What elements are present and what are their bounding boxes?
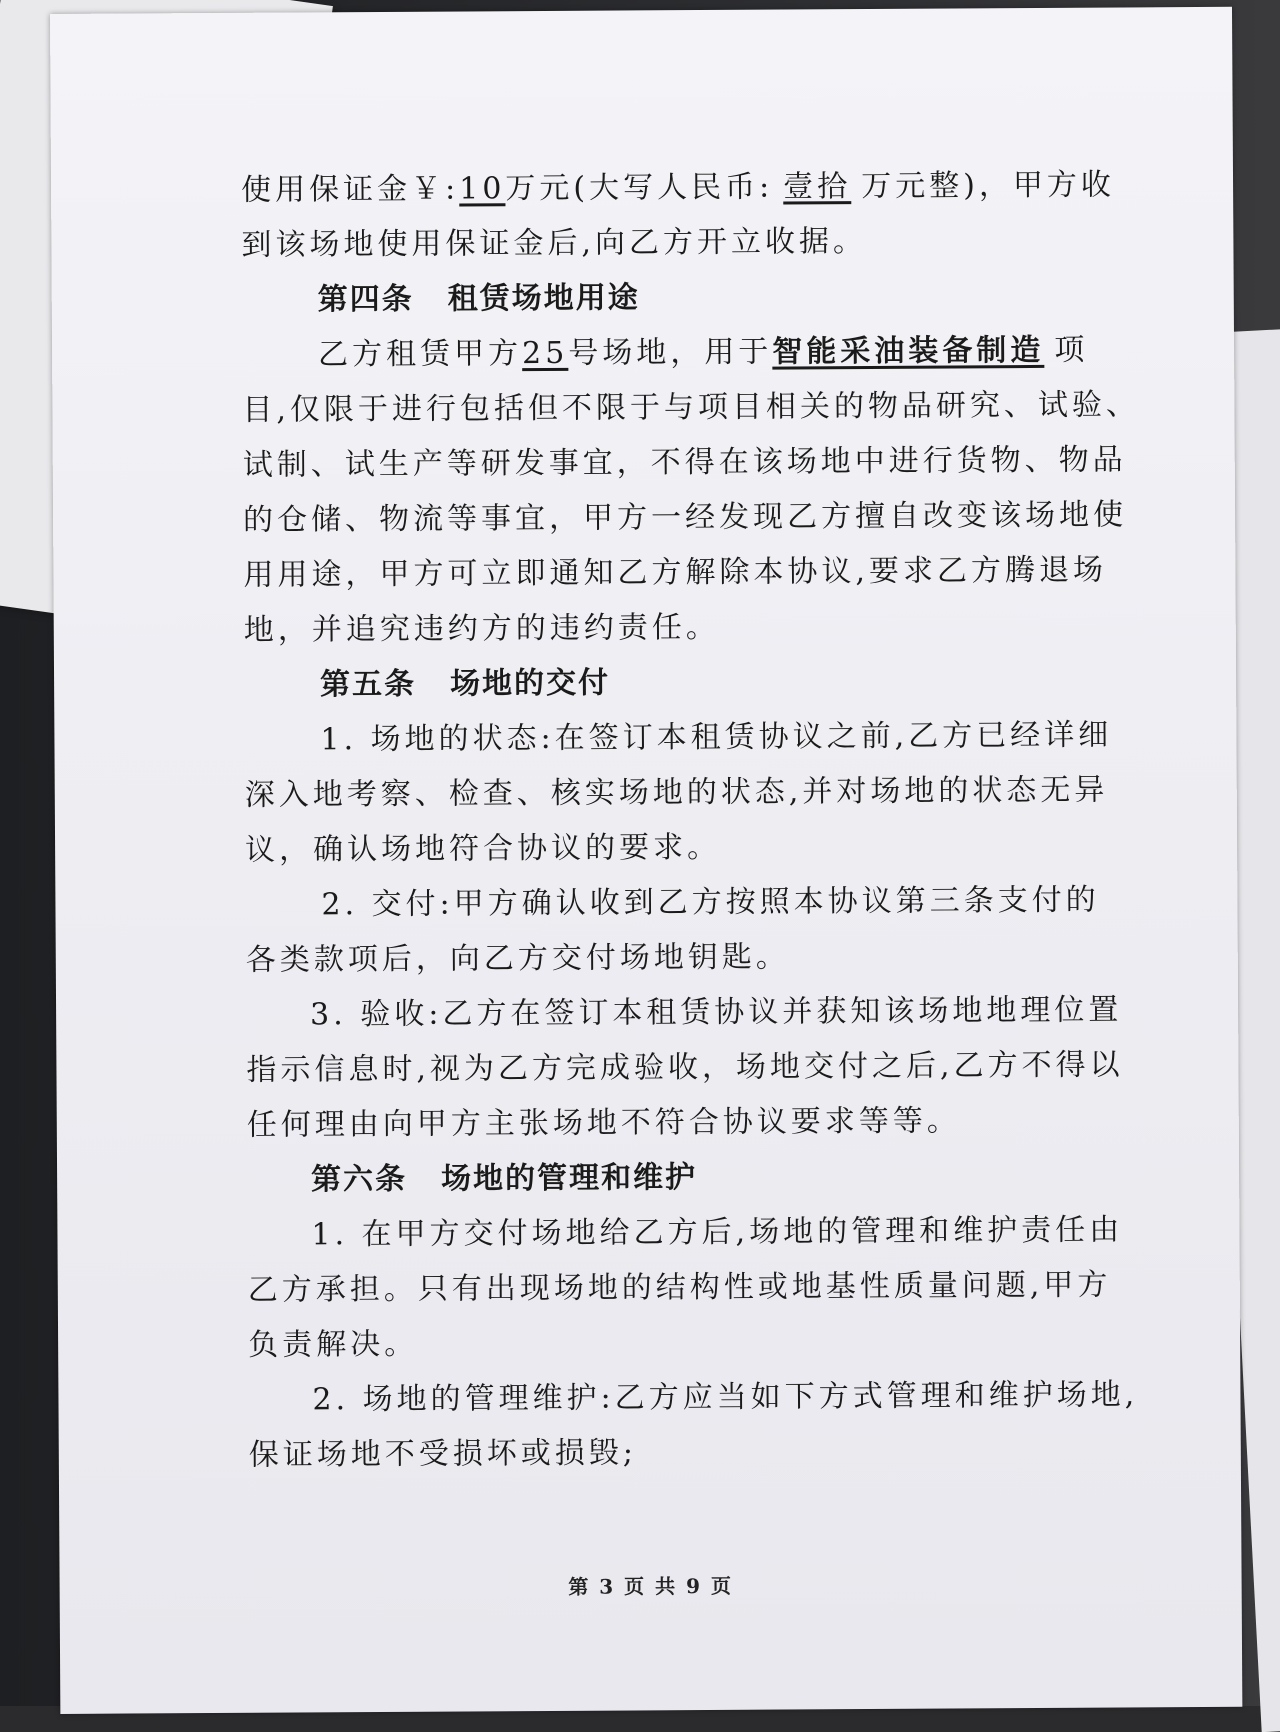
article-5-item-1-line-1: 1. 场地的状态:在签订本租赁协议之前,乙方已经详细 xyxy=(320,717,1113,758)
article-4-line-1 xyxy=(242,322,1122,382)
page-number-footer: 第 3 页 共 9 页 xyxy=(568,1573,734,1599)
deposit-text: 使用保证金￥: xyxy=(240,171,460,208)
paragraph-text: 项 xyxy=(1054,332,1089,368)
deposit-line-1 xyxy=(241,157,1121,217)
article-5-heading xyxy=(244,652,1124,712)
deposit-text: 万元整)，甲方收 xyxy=(861,167,1115,205)
deposit-text: 万元(大写人民币: xyxy=(505,169,774,207)
article-4-line-5: 用用途，甲方可立即通知乙方解除本协议,要求乙方腾退场 xyxy=(243,552,1108,593)
article-6-item-1-line-1: 1. 在甲方交付场地给乙方后,场地的管理和维护责任由 xyxy=(311,1212,1124,1253)
deposit-line-2: 到该场地使用保证金后,向乙方开立收据。 xyxy=(241,224,868,263)
article-5-item-2-line-1: 2. 交付:甲方确认收到乙方按照本协议第三条支付的 xyxy=(321,882,1100,923)
article-4-line-2: 目,仅限于进行包括但不限于与项目相关的物品研究、试验、 xyxy=(242,387,1141,428)
article-number: 第五条 xyxy=(319,666,417,703)
paragraph-text: 号场地，用于 xyxy=(568,334,773,371)
deposit-amount-words: 壹拾 xyxy=(783,169,852,205)
article-5-item-1-line-3: 议，确认场地符合协议的要求。 xyxy=(245,829,722,868)
article-5-item-3-line-3: 任何理由向甲方主张场地不符合协议要求等等。 xyxy=(246,1103,961,1143)
article-number: 第四条 xyxy=(317,281,414,318)
article-4-line-3: 试制、试生产等研发事宜，不得在该场地中进行货物、物品 xyxy=(242,442,1127,483)
site-number: 25 xyxy=(521,335,569,372)
article-5-item-3-line-2: 指示信息时,视为乙方完成验收，场地交付之后,乙方不得以 xyxy=(246,1047,1124,1088)
article-5-item-2-line-2: 各类款项后，向乙方交付场地钥匙。 xyxy=(245,939,790,978)
article-6-item-2-line-2: 保证场地不受损坏或损毁; xyxy=(248,1435,638,1473)
document-page xyxy=(50,7,1242,1714)
site-purpose: 智能采油装备制造 xyxy=(772,332,1045,370)
article-4-heading xyxy=(242,267,1122,327)
article-6-item-1-line-3: 负责解决。 xyxy=(248,1326,419,1363)
article-4-line-6: 地，并追究违约方的违约责任。 xyxy=(243,609,720,648)
deposit-amount: 10 xyxy=(459,171,506,207)
article-6-item-2-line-1: 2. 场地的管理维护:乙方应当如下方式管理和维护场地, xyxy=(312,1377,1139,1418)
document-body xyxy=(240,157,1141,1482)
article-6-heading xyxy=(247,1147,1127,1207)
article-6-item-1-line-2: 乙方承担。只有出现场地的结构性或地基性质量问题,甲方 xyxy=(247,1267,1112,1308)
paragraph-text: 乙方租赁甲方 xyxy=(317,336,523,373)
article-title: 租赁场地用途 xyxy=(447,280,640,317)
article-number: 第六条 xyxy=(311,1161,408,1198)
article-title: 场地的管理和维护 xyxy=(441,1160,698,1197)
article-5-item-1-line-2: 深入地考察、检查、核实场地的状态,并对场地的状态无异 xyxy=(244,772,1109,813)
article-4-line-4: 的仓储、物流等事宜，甲方一经发现乙方擅自改变该场地使 xyxy=(242,497,1128,538)
article-title: 场地的交付 xyxy=(449,665,611,702)
article-5-item-3-line-1: 3. 验收:乙方在签订本租赁协议并获知该场地地理位置 xyxy=(310,992,1123,1033)
